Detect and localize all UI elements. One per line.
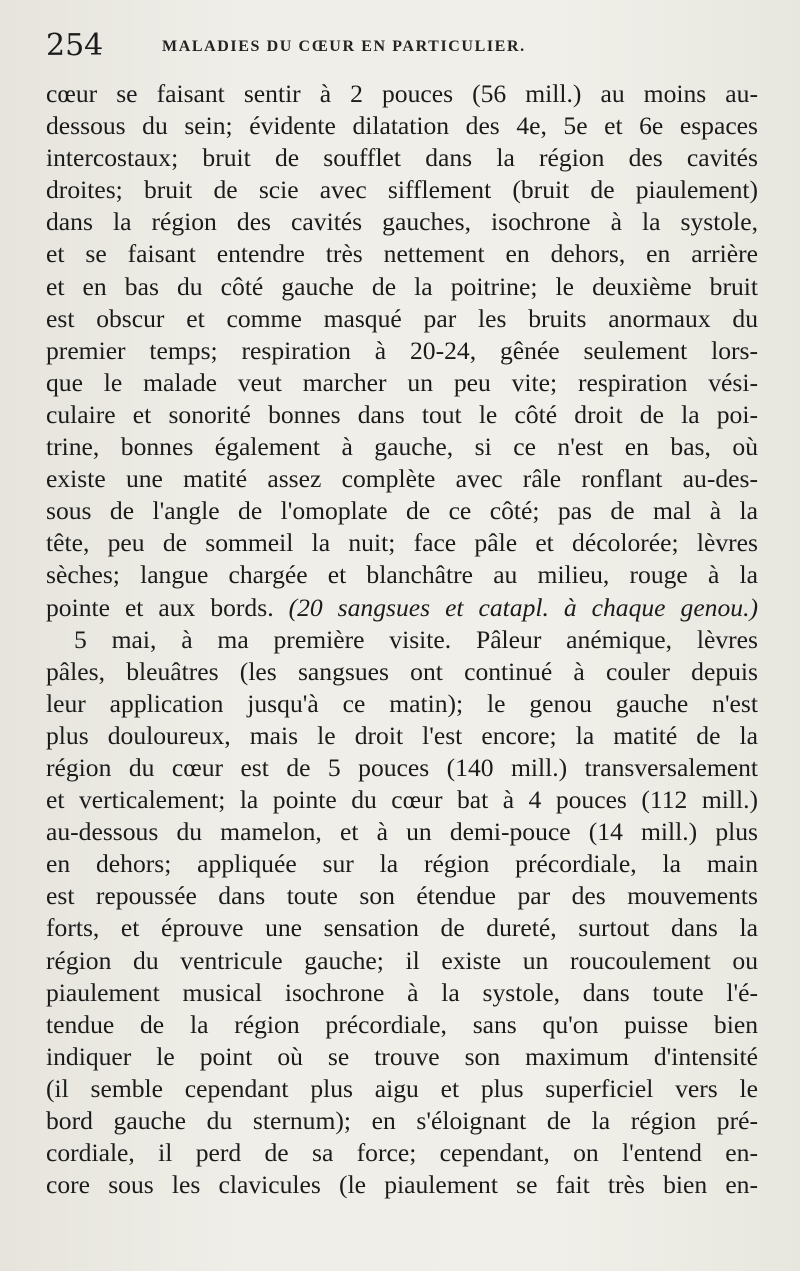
text-line: cœur se faisant sentir à 2 pouces (56 mill.) au moins au- [46, 79, 758, 108]
text-line: région du ventricule gauche; il existe un roucoulement ou [46, 945, 758, 975]
text-line: est repoussée dans toute son étendue par des mouvements [46, 881, 758, 911]
text-line: tête, peu de sommeil la nuit; face pâle et décolorée; lèvres [46, 528, 758, 558]
page-number: 254 [46, 28, 104, 63]
text-line: dans la région des cavités gauches, isochrone à la systole, [46, 207, 758, 237]
text-line: dessous du sein; évidente dilatation des 4e, 5e et 6e espaces [46, 111, 758, 141]
text-line: et verticalement; la pointe du cœur bat à 4 pouces (112 mill.) [46, 785, 758, 815]
text-line: existe une matité assez complète avec râle ronflant au-des- [46, 464, 758, 494]
text-line: indiquer le point où se trouve son maximum d'intensité [46, 1041, 758, 1071]
text-line: core sous les clavicules (le piaulement se fait très bien en- [46, 1170, 758, 1200]
prescription-note: (20 sangsues et catapl. à chaque genou.) [288, 592, 758, 622]
text-line: bord gauche du sternum); en s'éloignant de la région pré- [46, 1106, 758, 1135]
text-line: et se faisant entendre très nettement en dehors, en arrière [46, 239, 758, 269]
running-head: MALADIES DU CŒUR EN PARTICULIER. [162, 38, 526, 55]
text-line: plus douloureux, mais le droit l'est encore; la matité de la [46, 720, 758, 750]
page-header [46, 28, 756, 68]
text-line: piaulement musical isochrone à la systole, dans toute l'é- [46, 977, 758, 1007]
text-line: trine, bonnes également à gauche, si ce n'est en bas, où [46, 432, 758, 462]
paragraph-start-line: 5 mai, à ma première visite. Pâleur anémique, lèvres [74, 624, 758, 654]
body-text [46, 78, 758, 1201]
text-line: (il semble cependant plus aigu et plus superficiel vers le [46, 1073, 758, 1103]
text-line: cordiale, il perd de sa force; cependant, on l'entend en- [46, 1138, 758, 1168]
text-line: leur application jusqu'à ce matin); le genou gauche n'est [46, 688, 758, 718]
text-line: forts, et éprouve une sensation de dureté, surtout dans la [46, 913, 758, 943]
text-line-with-prescription [46, 592, 758, 624]
text-line: pâles, bleuâtres (les sangsues ont continué à couler depuis [46, 656, 758, 686]
text-line: tendue de la région précordiale, sans qu'on puisse bien [46, 1009, 758, 1039]
text-line: région du cœur est de 5 pouces (140 mill.) transversalement [46, 752, 758, 782]
text-line: que le malade veut marcher un peu vite; respiration vési- [46, 367, 758, 397]
text-line: droites; bruit de scie avec sifflement (bruit de piaulement) [46, 175, 758, 205]
text-line: au-dessous du mamelon, et à un demi-pouce (14 mill.) plus [46, 817, 758, 847]
text-line: sèches; langue chargée et blanchâtre au milieu, rouge à la [46, 560, 758, 590]
text-line: et en bas du côté gauche de la poitrine; le deuxième bruit [46, 271, 758, 301]
text-line: en dehors; appliquée sur la région précordiale, la main [46, 849, 758, 879]
text-line: premier temps; respiration à 20-24, gênée seulement lors- [46, 335, 758, 365]
text-line: intercostaux; bruit de soufflet dans la région des cavités [46, 143, 758, 173]
text-line: sous de l'angle de l'omoplate de ce côté; pas de mal à la [46, 496, 758, 526]
text-line: est obscur et comme masqué par les bruits anormaux du [46, 303, 758, 333]
text-line-lead: pointe et aux bords. [46, 592, 274, 622]
text-line: culaire et sonorité bonnes dans tout le côté droit de la poi- [46, 399, 758, 429]
